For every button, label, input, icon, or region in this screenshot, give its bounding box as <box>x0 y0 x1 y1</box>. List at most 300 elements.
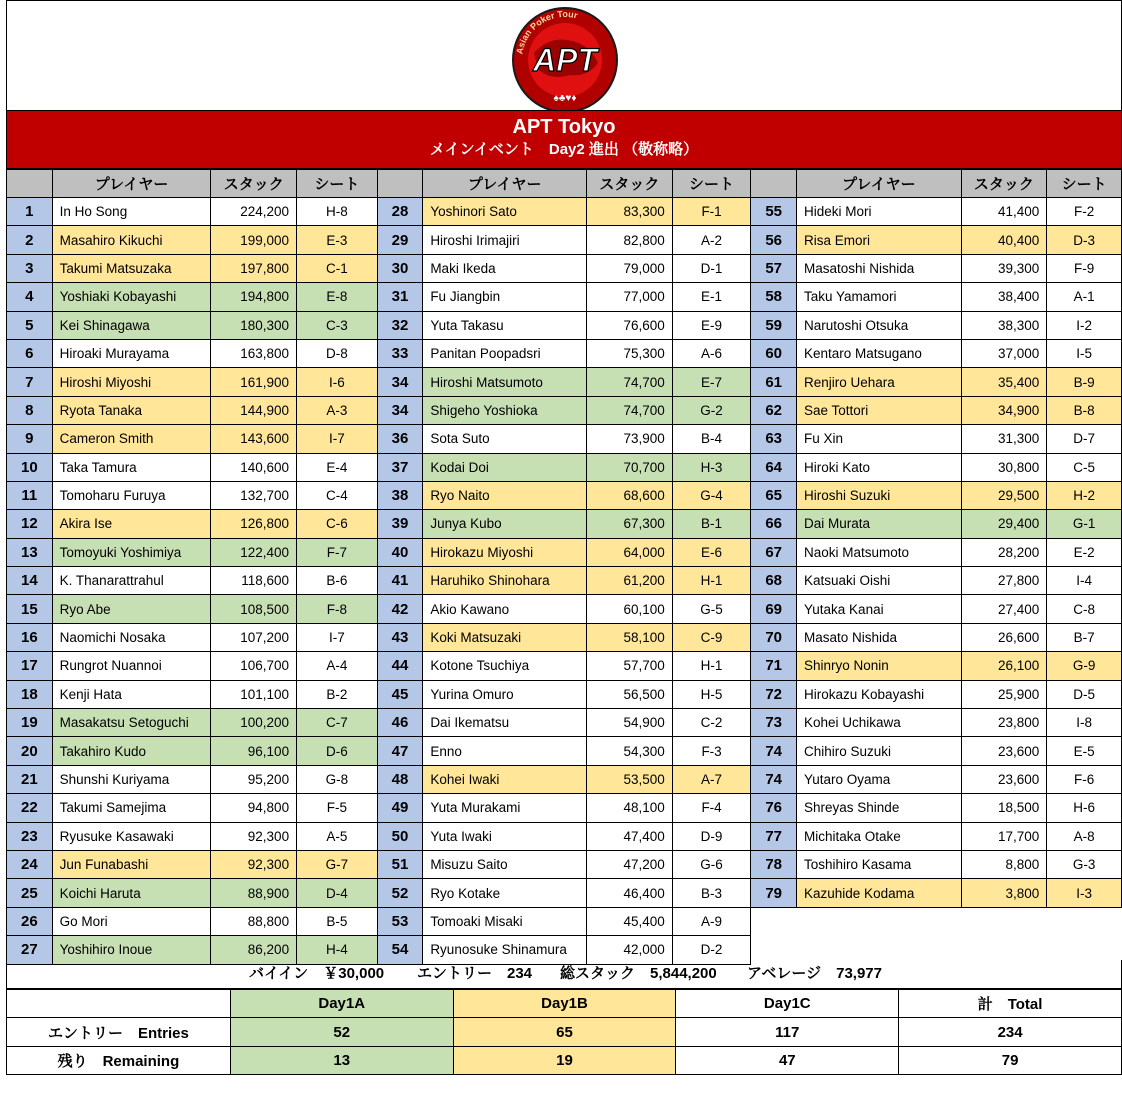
rank-cell: 34 <box>377 368 423 396</box>
player-name-cell: Hiroshi Matsumoto <box>423 368 587 396</box>
rank-cell: 12 <box>7 510 53 538</box>
rank-cell: 30 <box>377 254 423 282</box>
rank-cell: 24 <box>7 850 53 878</box>
seat-cell: H-5 <box>672 680 751 708</box>
player-name-cell: Yutaro Oyama <box>797 765 962 793</box>
seat-cell: I-6 <box>297 368 378 396</box>
seat-cell: E-4 <box>297 453 378 481</box>
rank-cell: 53 <box>377 907 423 935</box>
seat-cell: A-9 <box>672 907 751 935</box>
player-name-cell: Hirokazu Miyoshi <box>423 538 587 566</box>
seat-cell: G-7 <box>297 850 378 878</box>
player-name-cell: Panitan Poopadsri <box>423 339 587 367</box>
seat-cell: G-3 <box>1047 850 1122 878</box>
seat-cell: C-4 <box>297 481 378 509</box>
seat-cell: C-5 <box>1047 453 1122 481</box>
player-name-cell: Akio Kawano <box>423 595 587 623</box>
player-name-cell: Renjiro Uehara <box>797 368 962 396</box>
stack-cell: 54,300 <box>587 737 673 765</box>
seat-cell: H-6 <box>1047 794 1122 822</box>
rank-cell: 38 <box>377 481 423 509</box>
player-row <box>7 453 1122 481</box>
stack-cell: 31,300 <box>961 425 1047 453</box>
player-name-cell: Hideki Mori <box>797 198 962 226</box>
title-banner <box>6 110 1122 169</box>
rank-cell: 72 <box>751 680 797 708</box>
seat-cell: G-4 <box>672 481 751 509</box>
player-name-cell: Yuta Murakami <box>423 794 587 822</box>
player-row <box>7 567 1122 595</box>
stack-cell: 126,800 <box>211 510 297 538</box>
rank-cell: 17 <box>7 652 53 680</box>
player-name-cell: Hiroshi Miyoshi <box>52 368 211 396</box>
rank-cell: 16 <box>7 623 53 651</box>
rank-cell: 69 <box>751 595 797 623</box>
seat-cell: B-5 <box>297 907 378 935</box>
totals-header-row <box>7 990 1122 1018</box>
seat-cell: H-2 <box>1047 481 1122 509</box>
stack-cell: 26,100 <box>961 652 1047 680</box>
stack-cell: 8,800 <box>961 850 1047 878</box>
seat-cell: D-2 <box>672 936 751 964</box>
stack-cell: 56,500 <box>587 680 673 708</box>
rank-cell: 14 <box>7 567 53 595</box>
svg-text:APT: APT <box>533 42 597 78</box>
rank-cell: 1 <box>7 198 53 226</box>
seat-cell: H-4 <box>297 936 378 964</box>
player-name-cell: Ryo Naito <box>423 481 587 509</box>
stack-header: スタック <box>961 170 1047 198</box>
rank-cell: 4 <box>7 283 53 311</box>
seat-cell: C-1 <box>297 254 378 282</box>
remaining-day1c: 47 <box>676 1046 899 1074</box>
seat-cell: D-9 <box>672 822 751 850</box>
stack-cell: 38,300 <box>961 311 1047 339</box>
player-name-cell: Shinryo Nonin <box>797 652 962 680</box>
player-name-cell: Shreyas Shinde <box>797 794 962 822</box>
player-name-cell: Dai Ikematsu <box>423 709 587 737</box>
rank-cell: 10 <box>7 453 53 481</box>
rank-cell: 2 <box>7 226 53 254</box>
rank-cell: 78 <box>751 850 797 878</box>
entries-label: エントリー Entries <box>7 1018 231 1046</box>
rank-cell: 49 <box>377 794 423 822</box>
rank-cell: 73 <box>751 709 797 737</box>
rank-cell: 45 <box>377 680 423 708</box>
player-name-cell: Kenji Hata <box>52 680 211 708</box>
stack-cell: 92,300 <box>211 850 297 878</box>
remaining-label: 残り Remaining <box>7 1046 231 1074</box>
player-name-cell: Rungrot Nuannoi <box>52 652 211 680</box>
rank-cell: 40 <box>377 538 423 566</box>
rank-cell: 57 <box>751 254 797 282</box>
stack-cell: 76,600 <box>587 311 673 339</box>
player-name-cell: Fu Jiangbin <box>423 283 587 311</box>
rank-header <box>7 170 53 198</box>
seat-cell: D-1 <box>672 254 751 282</box>
rank-cell: 29 <box>377 226 423 254</box>
seat-cell: G-1 <box>1047 510 1122 538</box>
rank-cell: 62 <box>751 396 797 424</box>
player-name-cell: Yutaka Kanai <box>797 595 962 623</box>
player-name-cell: Masato Nishida <box>797 623 962 651</box>
stack-cell: 41,400 <box>961 198 1047 226</box>
seat-cell: F-9 <box>1047 254 1122 282</box>
svg-text:♠♣♥♦: ♠♣♥♦ <box>553 93 577 104</box>
seat-cell: E-8 <box>297 283 378 311</box>
day1a-header: Day1A <box>230 990 453 1018</box>
remaining-total: 79 <box>899 1046 1122 1074</box>
stack-cell: 42,000 <box>587 936 673 964</box>
rank-cell: 23 <box>7 822 53 850</box>
player-name-cell: Hiroaki Murayama <box>52 339 211 367</box>
player-row <box>7 680 1122 708</box>
rank-cell: 25 <box>7 879 53 907</box>
stack-cell: 199,000 <box>211 226 297 254</box>
stack-cell: 35,400 <box>961 368 1047 396</box>
rank-cell: 71 <box>751 652 797 680</box>
stack-cell: 74,700 <box>587 368 673 396</box>
seat-cell: B-3 <box>672 879 751 907</box>
stack-cell: 143,600 <box>211 425 297 453</box>
player-row <box>7 822 1122 850</box>
player-name-cell: Koichi Haruta <box>52 879 211 907</box>
player-name-cell: Kotone Tsuchiya <box>423 652 587 680</box>
player-row <box>7 595 1122 623</box>
player-row <box>7 283 1122 311</box>
rank-cell: 6 <box>7 339 53 367</box>
apt-logo-icon <box>510 5 620 115</box>
stack-cell: 38,400 <box>961 283 1047 311</box>
stack-cell: 96,100 <box>211 737 297 765</box>
rank-cell: 50 <box>377 822 423 850</box>
rank-cell: 48 <box>377 765 423 793</box>
rank-cell: 46 <box>377 709 423 737</box>
rank-cell: 47 <box>377 737 423 765</box>
stack-cell: 18,500 <box>961 794 1047 822</box>
rank-cell: 43 <box>377 623 423 651</box>
player-name-cell: Shunshi Kuriyama <box>52 765 211 793</box>
player-name-cell: Takumi Matsuzaka <box>52 254 211 282</box>
player-name-cell: Yoshihiro Inoue <box>52 936 211 964</box>
stack-cell: 144,900 <box>211 396 297 424</box>
seat-cell: F-7 <box>297 538 378 566</box>
player-name-cell: Masatoshi Nishida <box>797 254 962 282</box>
day-totals-table <box>6 989 1122 1075</box>
rank-cell: 41 <box>377 567 423 595</box>
rank-cell: 65 <box>751 481 797 509</box>
player-name-cell: Michitaka Otake <box>797 822 962 850</box>
players-table <box>6 169 1122 965</box>
svg-text:Asian Poker Tour: Asian Poker Tour <box>514 8 579 56</box>
rank-cell: 44 <box>377 652 423 680</box>
player-name-cell: Kei Shinagawa <box>52 311 211 339</box>
player-row <box>7 396 1122 424</box>
player-name-cell: Masahiro Kikuchi <box>52 226 211 254</box>
seat-cell: B-4 <box>672 425 751 453</box>
seat-cell: C-6 <box>297 510 378 538</box>
rank-cell: 37 <box>377 453 423 481</box>
seat-cell: G-9 <box>1047 652 1122 680</box>
seat-cell: D-5 <box>1047 680 1122 708</box>
players-header-row <box>7 170 1122 198</box>
player-name-cell: Yuta Takasu <box>423 311 587 339</box>
seat-header: シート <box>297 170 378 198</box>
seat-cell: D-4 <box>297 879 378 907</box>
stack-cell: 34,900 <box>961 396 1047 424</box>
seat-cell: I-7 <box>297 623 378 651</box>
seat-cell: F-8 <box>297 595 378 623</box>
rank-cell: 33 <box>377 339 423 367</box>
rank-cell: 3 <box>7 254 53 282</box>
player-row <box>7 311 1122 339</box>
rank-cell: 60 <box>751 339 797 367</box>
remaining-row <box>7 1046 1122 1074</box>
rank-cell: 22 <box>7 794 53 822</box>
rank-cell: 19 <box>7 709 53 737</box>
summary-line <box>6 960 1122 989</box>
player-name-cell: Ryo Kotake <box>423 879 587 907</box>
rank-cell: 51 <box>377 850 423 878</box>
rank-cell: 8 <box>7 396 53 424</box>
day1b-header: Day1B <box>453 990 676 1018</box>
stack-header: スタック <box>211 170 297 198</box>
player-name-cell: Tomoyuki Yoshimiya <box>52 538 211 566</box>
player-row <box>7 368 1122 396</box>
rank-cell: 9 <box>7 425 53 453</box>
player-name-cell: Akira Ise <box>52 510 211 538</box>
stack-cell: 101,100 <box>211 680 297 708</box>
player-row <box>7 652 1122 680</box>
rank-cell: 42 <box>377 595 423 623</box>
stack-cell: 92,300 <box>211 822 297 850</box>
seat-cell: A-3 <box>297 396 378 424</box>
seat-cell: C-9 <box>672 623 751 651</box>
rank-cell: 70 <box>751 623 797 651</box>
player-name-cell: Hirokazu Kobayashi <box>797 680 962 708</box>
player-row <box>7 226 1122 254</box>
player-name-cell: Narutoshi Otsuka <box>797 311 962 339</box>
stack-cell: 82,800 <box>587 226 673 254</box>
seat-cell: D-7 <box>1047 425 1122 453</box>
seat-cell: B-6 <box>297 567 378 595</box>
stack-cell: 88,800 <box>211 907 297 935</box>
rank-cell: 55 <box>751 198 797 226</box>
player-name-cell: Go Mori <box>52 907 211 935</box>
player-name-cell: Yuta Iwaki <box>423 822 587 850</box>
player-row <box>7 254 1122 282</box>
seat-cell: E-5 <box>1047 737 1122 765</box>
stack-cell: 86,200 <box>211 936 297 964</box>
stack-cell: 48,100 <box>587 794 673 822</box>
player-name-cell: Takumi Samejima <box>52 794 211 822</box>
stack-cell: 3,800 <box>961 879 1047 907</box>
event-subtitle: メインイベント Day2 進出 （敬称略） <box>429 141 699 158</box>
total-header: 計 Total <box>899 990 1122 1018</box>
seat-cell: D-6 <box>297 737 378 765</box>
player-name-cell: K. Thanarattrahul <box>52 567 211 595</box>
seat-cell: I-4 <box>1047 567 1122 595</box>
rank-cell: 61 <box>751 368 797 396</box>
remaining-day1b: 19 <box>453 1046 676 1074</box>
stack-cell: 94,800 <box>211 794 297 822</box>
stack-cell: 75,300 <box>587 339 673 367</box>
rank-cell: 79 <box>751 879 797 907</box>
empty-cell <box>751 907 1122 935</box>
player-name-cell: Shigeho Yoshioka <box>423 396 587 424</box>
average-stack-text: アベレージ 73,977 <box>747 965 882 982</box>
player-row <box>7 794 1122 822</box>
rank-cell: 52 <box>377 879 423 907</box>
seat-cell: A-7 <box>672 765 751 793</box>
player-row <box>7 510 1122 538</box>
player-name-cell: Katsuaki Oishi <box>797 567 962 595</box>
seat-cell: F-6 <box>1047 765 1122 793</box>
player-name-cell: Haruhiko Shinohara <box>423 567 587 595</box>
player-name-cell: Cameron Smith <box>52 425 211 453</box>
rank-header <box>751 170 797 198</box>
stack-cell: 197,800 <box>211 254 297 282</box>
seat-cell: I-7 <box>297 425 378 453</box>
stack-cell: 100,200 <box>211 709 297 737</box>
stack-cell: 23,600 <box>961 737 1047 765</box>
stack-cell: 140,600 <box>211 453 297 481</box>
player-name-cell: Sae Tottori <box>797 396 962 424</box>
stack-cell: 25,900 <box>961 680 1047 708</box>
player-name-cell: Kentaro Matsugano <box>797 339 962 367</box>
event-title: APT Tokyo <box>512 116 616 138</box>
player-header: プレイヤー <box>423 170 587 198</box>
stack-cell: 27,800 <box>961 567 1047 595</box>
player-row <box>7 481 1122 509</box>
seat-cell: H-3 <box>672 453 751 481</box>
stack-cell: 57,700 <box>587 652 673 680</box>
entries-day1a: 52 <box>230 1018 453 1046</box>
player-header: プレイヤー <box>52 170 211 198</box>
rank-cell: 26 <box>7 907 53 935</box>
stack-cell: 67,300 <box>587 510 673 538</box>
player-name-cell: Taku Yamamori <box>797 283 962 311</box>
player-name-cell: Taka Tamura <box>52 453 211 481</box>
player-name-cell: Enno <box>423 737 587 765</box>
player-row <box>7 907 1122 935</box>
seat-cell: G-2 <box>672 396 751 424</box>
player-name-cell: Ryusuke Kasawaki <box>52 822 211 850</box>
player-name-cell: Ryo Abe <box>52 595 211 623</box>
stack-cell: 23,800 <box>961 709 1047 737</box>
rank-cell: 68 <box>751 567 797 595</box>
stack-cell: 26,600 <box>961 623 1047 651</box>
player-name-cell: Junya Kubo <box>423 510 587 538</box>
totals-corner-cell <box>7 990 231 1018</box>
stack-cell: 29,500 <box>961 481 1047 509</box>
day1c-header: Day1C <box>676 990 899 1018</box>
rank-header <box>377 170 423 198</box>
player-name-cell: In Ho Song <box>52 198 211 226</box>
seat-cell: B-2 <box>297 680 378 708</box>
seat-cell: E-2 <box>1047 538 1122 566</box>
seat-cell: F-2 <box>1047 198 1122 226</box>
stack-cell: 39,300 <box>961 254 1047 282</box>
seat-cell: D-8 <box>297 339 378 367</box>
stack-cell: 53,500 <box>587 765 673 793</box>
stack-cell: 70,700 <box>587 453 673 481</box>
rank-cell: 32 <box>377 311 423 339</box>
stack-cell: 17,700 <box>961 822 1047 850</box>
seat-header: シート <box>1047 170 1122 198</box>
stack-cell: 180,300 <box>211 311 297 339</box>
stack-cell: 74,700 <box>587 396 673 424</box>
entries-total: 234 <box>899 1018 1122 1046</box>
seat-cell: A-4 <box>297 652 378 680</box>
player-name-cell: Takahiro Kudo <box>52 737 211 765</box>
player-name-cell: Yoshinori Sato <box>423 198 587 226</box>
player-name-cell: Dai Murata <box>797 510 962 538</box>
rank-cell: 59 <box>751 311 797 339</box>
rank-cell: 31 <box>377 283 423 311</box>
stack-cell: 64,000 <box>587 538 673 566</box>
player-name-cell: Naomichi Nosaka <box>52 623 211 651</box>
stack-cell: 77,000 <box>587 283 673 311</box>
player-name-cell: Hiroshi Suzuki <box>797 481 962 509</box>
player-row <box>7 623 1122 651</box>
player-name-cell: Hiroki Kato <box>797 453 962 481</box>
player-name-cell: Kohei Iwaki <box>423 765 587 793</box>
seat-cell: F-4 <box>672 794 751 822</box>
player-name-cell: Fu Xin <box>797 425 962 453</box>
rank-cell: 63 <box>751 425 797 453</box>
player-row <box>7 709 1122 737</box>
player-name-cell: Misuzu Saito <box>423 850 587 878</box>
rank-cell: 13 <box>7 538 53 566</box>
seat-cell: A-2 <box>672 226 751 254</box>
rank-cell: 15 <box>7 595 53 623</box>
seat-cell: H-1 <box>672 652 751 680</box>
player-name-cell: Kohei Uchikawa <box>797 709 962 737</box>
seat-cell: A-6 <box>672 339 751 367</box>
remaining-day1a: 13 <box>230 1046 453 1074</box>
rank-cell: 36 <box>377 425 423 453</box>
stack-cell: 194,800 <box>211 283 297 311</box>
results-sheet <box>6 0 1122 1076</box>
seat-cell: D-3 <box>1047 226 1122 254</box>
player-name-cell: Risa Emori <box>797 226 962 254</box>
player-name-cell: Tomoaki Misaki <box>423 907 587 935</box>
player-header: プレイヤー <box>797 170 962 198</box>
entries-row <box>7 1018 1122 1046</box>
rank-cell: 34 <box>377 396 423 424</box>
seat-cell: F-5 <box>297 794 378 822</box>
stack-cell: 27,400 <box>961 595 1047 623</box>
buyin-text: バイイン ￥30,000 <box>249 965 385 982</box>
stack-cell: 47,200 <box>587 850 673 878</box>
stack-cell: 108,500 <box>211 595 297 623</box>
stack-cell: 73,900 <box>587 425 673 453</box>
seat-cell: A-1 <box>1047 283 1122 311</box>
rank-cell: 77 <box>751 822 797 850</box>
stack-cell: 46,400 <box>587 879 673 907</box>
entry-count-text: エントリー 234 <box>417 965 533 982</box>
player-row <box>7 198 1122 226</box>
player-row <box>7 538 1122 566</box>
rank-cell: 11 <box>7 481 53 509</box>
rank-cell: 39 <box>377 510 423 538</box>
stack-header: スタック <box>587 170 673 198</box>
seat-cell: C-2 <box>672 709 751 737</box>
stack-cell: 122,400 <box>211 538 297 566</box>
player-name-cell: Tomoharu Furuya <box>52 481 211 509</box>
stack-cell: 88,900 <box>211 879 297 907</box>
